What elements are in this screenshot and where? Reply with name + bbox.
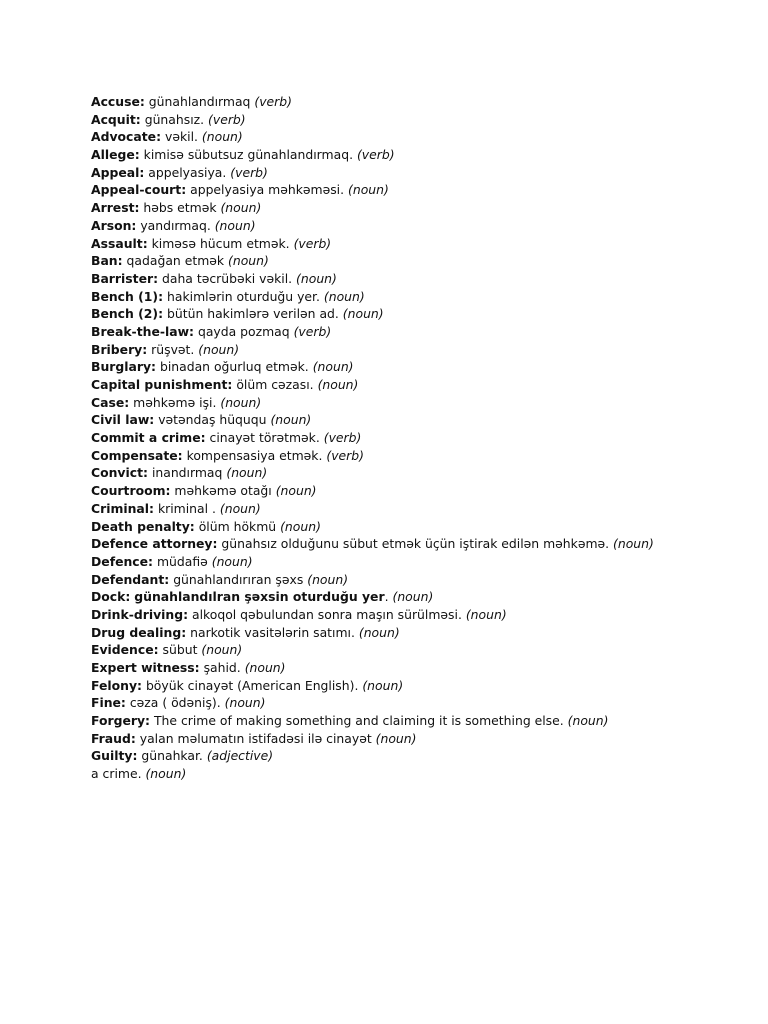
entry-definition: The crime of making something and claiming it is something else. <box>153 713 564 729</box>
entry-part-of-speech: (noun) <box>342 306 384 322</box>
entry-definition: qayda pozmaq <box>197 323 290 339</box>
entry-term: Advocate: <box>91 129 162 145</box>
entry-part-of-speech: (noun) <box>362 677 404 693</box>
glossary-entry <box>91 712 751 730</box>
entry-definition: günahlandırıran şəxs <box>173 571 304 587</box>
entry-term: Allege: <box>91 147 140 163</box>
glossary-entry <box>91 553 751 571</box>
entry-definition: cinayət törətmək. <box>209 430 320 446</box>
entry-definition-suffix: . <box>384 589 389 605</box>
entry-part-of-speech: (noun) <box>145 766 187 782</box>
entry-term: Fraud: <box>91 730 136 746</box>
entry-term: Dock: <box>91 589 131 605</box>
entry-definition: alkoqol qəbulundan sonra maşın sürülməsi. <box>192 606 462 622</box>
entry-part-of-speech: (noun) <box>275 483 317 499</box>
entry-definition: vətəndaş hüququ <box>158 412 267 428</box>
entry-part-of-speech: (noun) <box>214 217 256 233</box>
entry-term: Bribery: <box>91 341 148 357</box>
entry-definition: şahid. <box>203 660 241 675</box>
entry-term: Expert witness: <box>91 660 200 675</box>
entry-definition: narkotik vasitələrin satımı. <box>190 624 355 640</box>
entry-term: Bench (2): <box>91 306 164 322</box>
entry-term: Evidence: <box>91 642 159 658</box>
entry-definition: sübut <box>162 642 198 658</box>
entry-part-of-speech: (noun) <box>226 465 268 481</box>
entry-term: Civil law: <box>91 412 155 428</box>
entry-definition: günahsız olduğunu sübut etmək üçün iştirak edilən məhkəmə. <box>221 536 610 552</box>
entry-term: Case: <box>91 394 130 410</box>
entry-part-of-speech: (verb) <box>293 235 332 251</box>
glossary-entry <box>91 571 751 589</box>
entry-definition: daha təcrübəki vəkil. <box>162 270 293 286</box>
entry-part-of-speech: (noun) <box>220 394 262 410</box>
glossary-list <box>91 93 751 783</box>
glossary-entry <box>91 111 751 129</box>
entry-term: Drug dealing: <box>91 624 187 640</box>
entry-part-of-speech: (verb) <box>356 147 395 163</box>
entry-part-of-speech: (noun) <box>358 624 400 640</box>
glossary-entry <box>91 747 751 765</box>
entry-definition: məhkəmə otağı <box>174 483 272 499</box>
glossary-entry <box>91 464 751 482</box>
glossary-entry <box>91 447 751 465</box>
entry-definition: günahlandırmaq <box>148 94 251 109</box>
entry-term: Appeal: <box>91 164 145 180</box>
entry-term: Forgery: <box>91 713 151 729</box>
entry-term: Bench (1): <box>91 288 164 304</box>
entry-definition: bütün hakimlərə verilən ad. <box>167 306 339 322</box>
entry-part-of-speech: (noun) <box>280 518 321 534</box>
entry-part-of-speech: (verb) <box>293 323 332 339</box>
entry-part-of-speech: (noun) <box>296 270 337 286</box>
entry-term: Acquit: <box>91 111 141 127</box>
glossary-entry <box>91 323 751 341</box>
entry-definition: kompensasiya etmək. <box>186 447 323 463</box>
glossary-entry <box>91 482 751 500</box>
entry-definition: a crime. <box>91 766 142 782</box>
glossary-entry <box>91 518 751 536</box>
entry-part-of-speech: (noun) <box>270 412 312 428</box>
entry-definition: günahsız. <box>144 111 205 127</box>
glossary-entry <box>91 164 751 182</box>
entry-part-of-speech: (noun) <box>201 129 243 145</box>
glossary-entry <box>91 429 751 447</box>
entry-term: Felony: <box>91 677 142 693</box>
glossary-entry <box>91 535 751 553</box>
entry-term: Arson: <box>91 217 137 233</box>
entry-part-of-speech: (noun) <box>244 660 286 675</box>
entry-term: Burglary: <box>91 359 156 375</box>
glossary-entry <box>91 270 751 288</box>
entry-definition: kiməsə hücum etmək. <box>151 235 290 251</box>
entry-definition: kimisə sübutsuz günahlandırmaq. <box>143 147 354 163</box>
glossary-entry <box>91 606 751 624</box>
glossary-entry <box>91 411 751 429</box>
entry-part-of-speech: (verb) <box>326 447 364 463</box>
entry-definition: böyük cinayət (American English). <box>145 677 359 693</box>
entry-part-of-speech: (noun) <box>375 730 417 746</box>
entry-definition: məhkəmə işi. <box>133 394 217 410</box>
entry-term: Arrest: <box>91 200 140 216</box>
glossary-entry <box>91 235 751 253</box>
entry-term: Barrister: <box>91 270 159 286</box>
entry-part-of-speech: (verb) <box>230 164 268 180</box>
entry-term: Compensate: <box>91 447 183 463</box>
entry-part-of-speech: (noun) <box>613 536 654 552</box>
entry-definition: binadan oğurluq etmək. <box>159 359 309 375</box>
entry-definition: kriminal . <box>157 500 216 516</box>
entry-part-of-speech: (verb) <box>254 94 292 109</box>
entry-part-of-speech: (noun) <box>317 377 359 392</box>
entry-part-of-speech: (verb) <box>323 430 362 446</box>
entry-term: Accuse: <box>91 94 145 109</box>
entry-part-of-speech: (noun) <box>211 553 253 569</box>
glossary-entry <box>91 730 751 748</box>
glossary-entry <box>91 358 751 376</box>
entry-definition: ölüm cəzası. <box>236 377 314 392</box>
entry-definition: günahkar. <box>141 748 203 764</box>
glossary-entry <box>91 93 751 111</box>
entry-term: Assault: <box>91 235 148 251</box>
entry-term: Break-the-law: <box>91 323 195 339</box>
glossary-entry <box>91 694 751 712</box>
glossary-entry <box>91 624 751 642</box>
entry-definition: vəkil. <box>165 129 198 145</box>
entry-part-of-speech: (noun) <box>198 341 240 357</box>
entry-definition: appelyasiya məhkəməsi. <box>190 182 345 198</box>
entry-term: Defence: <box>91 553 154 569</box>
entry-definition: rüşvət. <box>151 341 195 357</box>
entry-term: Appeal-court: <box>91 182 187 198</box>
glossary-entry <box>91 217 751 235</box>
entry-term: Fine: <box>91 695 126 711</box>
entry-term: Ban: <box>91 253 123 269</box>
glossary-entry <box>91 128 751 146</box>
entry-part-of-speech: (noun) <box>219 500 261 516</box>
entry-term: Defendant: <box>91 571 170 587</box>
entry-definition: müdafiə <box>156 553 208 569</box>
entry-part-of-speech: (noun) <box>228 253 269 269</box>
glossary-entry <box>91 765 751 783</box>
entry-term: Drink-driving: <box>91 606 189 622</box>
entry-part-of-speech: (noun) <box>567 713 609 729</box>
entry-part-of-speech: (adjective) <box>206 748 274 764</box>
glossary-entry <box>91 641 751 659</box>
glossary-entry <box>91 500 751 518</box>
entry-part-of-speech: (noun) <box>392 589 434 605</box>
entry-term: Defence attorney: <box>91 536 218 552</box>
entry-part-of-speech: (verb) <box>208 111 246 127</box>
entry-part-of-speech: (noun) <box>224 695 266 711</box>
entry-part-of-speech: (noun) <box>465 606 507 622</box>
entry-definition: qadağan etmək <box>126 253 225 269</box>
glossary-entry <box>91 199 751 217</box>
entry-term: Death penalty: <box>91 518 195 534</box>
glossary-entry <box>91 376 751 394</box>
entry-definition: cəza ( ödəniş). <box>129 695 221 711</box>
entry-definition: günahlandılran şəxsin oturduğu yer <box>134 589 385 605</box>
entry-term: Commit a crime: <box>91 430 206 446</box>
glossary-entry <box>91 394 751 412</box>
glossary-entry <box>91 305 751 323</box>
entry-definition: hakimlərin oturduğu yer. <box>167 288 320 304</box>
glossary-entry <box>91 588 751 606</box>
entry-term: Guilty: <box>91 748 138 764</box>
entry-term: Capital punishment: <box>91 377 233 392</box>
entry-definition: yandırmaq. <box>140 217 211 233</box>
entry-definition: appelyasiya. <box>148 164 227 180</box>
glossary-entry <box>91 288 751 306</box>
entry-part-of-speech: (noun) <box>307 571 349 587</box>
entry-part-of-speech: (noun) <box>201 642 243 658</box>
glossary-entry <box>91 181 751 199</box>
entry-part-of-speech: (noun) <box>312 359 354 375</box>
entry-definition: yalan məlumatın istifadəsi ilə cinayət <box>139 730 372 746</box>
glossary-entry <box>91 252 751 270</box>
glossary-entry <box>91 341 751 359</box>
entry-part-of-speech: (noun) <box>220 200 262 216</box>
glossary-entry <box>91 659 751 677</box>
entry-term: Criminal: <box>91 500 154 516</box>
entry-part-of-speech: (noun) <box>323 288 365 304</box>
entry-definition: inandırmaq <box>151 465 223 481</box>
entry-part-of-speech: (noun) <box>348 182 389 198</box>
glossary-entry <box>91 677 751 695</box>
entry-term: Courtroom: <box>91 483 171 499</box>
glossary-entry <box>91 146 751 164</box>
entry-definition: həbs etmək <box>143 200 217 216</box>
entry-definition: ölüm hökmü <box>198 518 277 534</box>
entry-term: Convict: <box>91 465 148 481</box>
